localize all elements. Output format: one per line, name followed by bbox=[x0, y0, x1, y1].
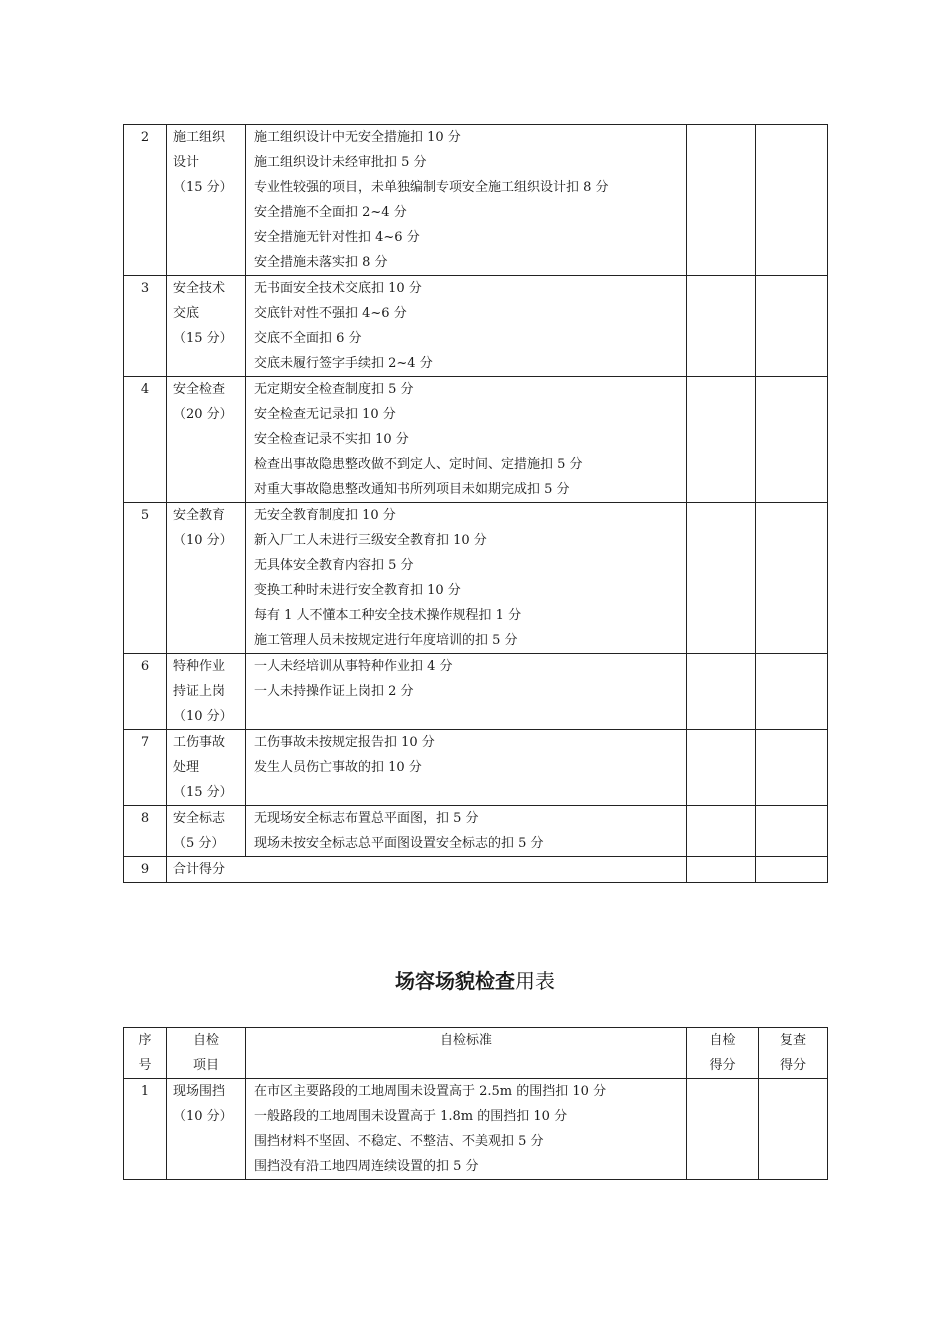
safety-check-table-body bbox=[124, 125, 828, 883]
check-item: 工伤事故 处理 （15 分） bbox=[167, 730, 246, 806]
site-appearance-table-body bbox=[124, 1028, 828, 1180]
self-score-cell bbox=[687, 1079, 759, 1180]
self-score-cell bbox=[687, 503, 756, 654]
check-criteria: 无书面安全技术交底扣 10 分 交底针对性不强扣 4~6 分 交底不全面扣 6 分 交底未履行签字手续扣 2~4 分 bbox=[246, 276, 687, 377]
re-score-cell bbox=[756, 125, 828, 276]
table-header-row bbox=[124, 1028, 828, 1079]
header-re-score: 复查 得分 bbox=[759, 1028, 828, 1079]
self-score-cell bbox=[687, 806, 756, 857]
title-rest: 用表 bbox=[515, 969, 555, 993]
page-title bbox=[0, 965, 950, 994]
table-row bbox=[124, 276, 828, 377]
check-item: 安全检查 （20 分） bbox=[167, 377, 246, 503]
self-score-cell bbox=[687, 276, 756, 377]
table-row bbox=[124, 654, 828, 730]
check-criteria: 无现场安全标志布置总平面图，扣 5 分 现场未按安全标志总平面图设置安全标志的扣 5 分 bbox=[246, 806, 687, 857]
row-number: 4 bbox=[124, 377, 167, 503]
check-item: 特种作业 持证上岗 （10 分） bbox=[167, 654, 246, 730]
header-criteria: 自检标准 bbox=[246, 1028, 687, 1079]
check-criteria: 无定期安全检查制度扣 5 分 安全检查无记录扣 10 分 安全检查记录不实扣 10 分 检查出事故隐患整改做不到定人、定时间、定措施扣 5 分 对重大事故隐患整改通知书所列项目未如期完成扣 5 分 bbox=[246, 377, 687, 503]
check-item: 安全技术 交底 （15 分） bbox=[167, 276, 246, 377]
table-row bbox=[124, 1079, 828, 1180]
row-number: 7 bbox=[124, 730, 167, 806]
header-self-score: 自检 得分 bbox=[687, 1028, 759, 1079]
row-number: 6 bbox=[124, 654, 167, 730]
self-score-cell bbox=[687, 377, 756, 503]
check-criteria: 一人未经培训从事特种作业扣 4 分 一人未持操作证上岗扣 2 分 bbox=[246, 654, 687, 730]
total-row bbox=[124, 857, 828, 883]
row-number: 1 bbox=[124, 1079, 167, 1180]
re-score-cell bbox=[756, 654, 828, 730]
re-score-cell bbox=[756, 503, 828, 654]
re-score-cell bbox=[756, 730, 828, 806]
site-appearance-table bbox=[123, 1027, 828, 1180]
self-score-cell bbox=[687, 654, 756, 730]
row-number: 2 bbox=[124, 125, 167, 276]
re-score-cell bbox=[759, 1079, 828, 1180]
check-item: 安全标志 （5 分） bbox=[167, 806, 246, 857]
re-score-total bbox=[756, 857, 828, 883]
check-item: 现场围挡 （10 分） bbox=[167, 1079, 246, 1180]
safety-check-table bbox=[123, 124, 828, 883]
check-item: 安全教育 （10 分） bbox=[167, 503, 246, 654]
re-score-cell bbox=[756, 377, 828, 503]
table-row bbox=[124, 806, 828, 857]
self-score-cell bbox=[687, 125, 756, 276]
row-number: 3 bbox=[124, 276, 167, 377]
title-bold: 场容场貌检查 bbox=[395, 969, 515, 993]
re-score-cell bbox=[756, 276, 828, 377]
check-criteria: 工伤事故未按规定报告扣 10 分 发生人员伤亡事故的扣 10 分 bbox=[246, 730, 687, 806]
row-number: 5 bbox=[124, 503, 167, 654]
row-number: 9 bbox=[124, 857, 167, 883]
total-label: 合计得分 bbox=[167, 857, 687, 883]
self-score-cell bbox=[687, 730, 756, 806]
header-item: 自检 项目 bbox=[167, 1028, 246, 1079]
re-score-cell bbox=[756, 806, 828, 857]
check-criteria: 施工组织设计中无安全措施扣 10 分 施工组织设计未经审批扣 5 分 专业性较强的项目，未单独编制专项安全施工组织设计扣 8 分 安全措施不全面扣 2~4 分 安全措施无针对性扣 4~6 分 安全措施未落实扣 8 分 bbox=[246, 125, 687, 276]
table-row bbox=[124, 377, 828, 503]
header-no: 序 号 bbox=[124, 1028, 167, 1079]
row-number: 8 bbox=[124, 806, 167, 857]
check-item: 施工组织 设计 （15 分） bbox=[167, 125, 246, 276]
check-criteria: 在市区主要路段的工地周围未设置高于 2.5m 的围挡扣 10 分 一般路段的工地周围未设置高于 1.8m 的围挡扣 10 分 围挡材料不坚固、不稳定、不整洁、不美观扣 5 分 围挡没有沿工地四周连续设置的扣 5 分 bbox=[246, 1079, 687, 1180]
check-criteria: 无安全教育制度扣 10 分 新入厂工人未进行三级安全教育扣 10 分 无具体安全教育内容扣 5 分 变换工种时未进行安全教育扣 10 分 每有 1 人不懂本工种安全技术操作规程扣 1 分 施工管理人员未按规定进行年度培训的扣 5 分 bbox=[246, 503, 687, 654]
table-row bbox=[124, 125, 828, 276]
table-row bbox=[124, 503, 828, 654]
self-score-total bbox=[687, 857, 756, 883]
table-row bbox=[124, 730, 828, 806]
